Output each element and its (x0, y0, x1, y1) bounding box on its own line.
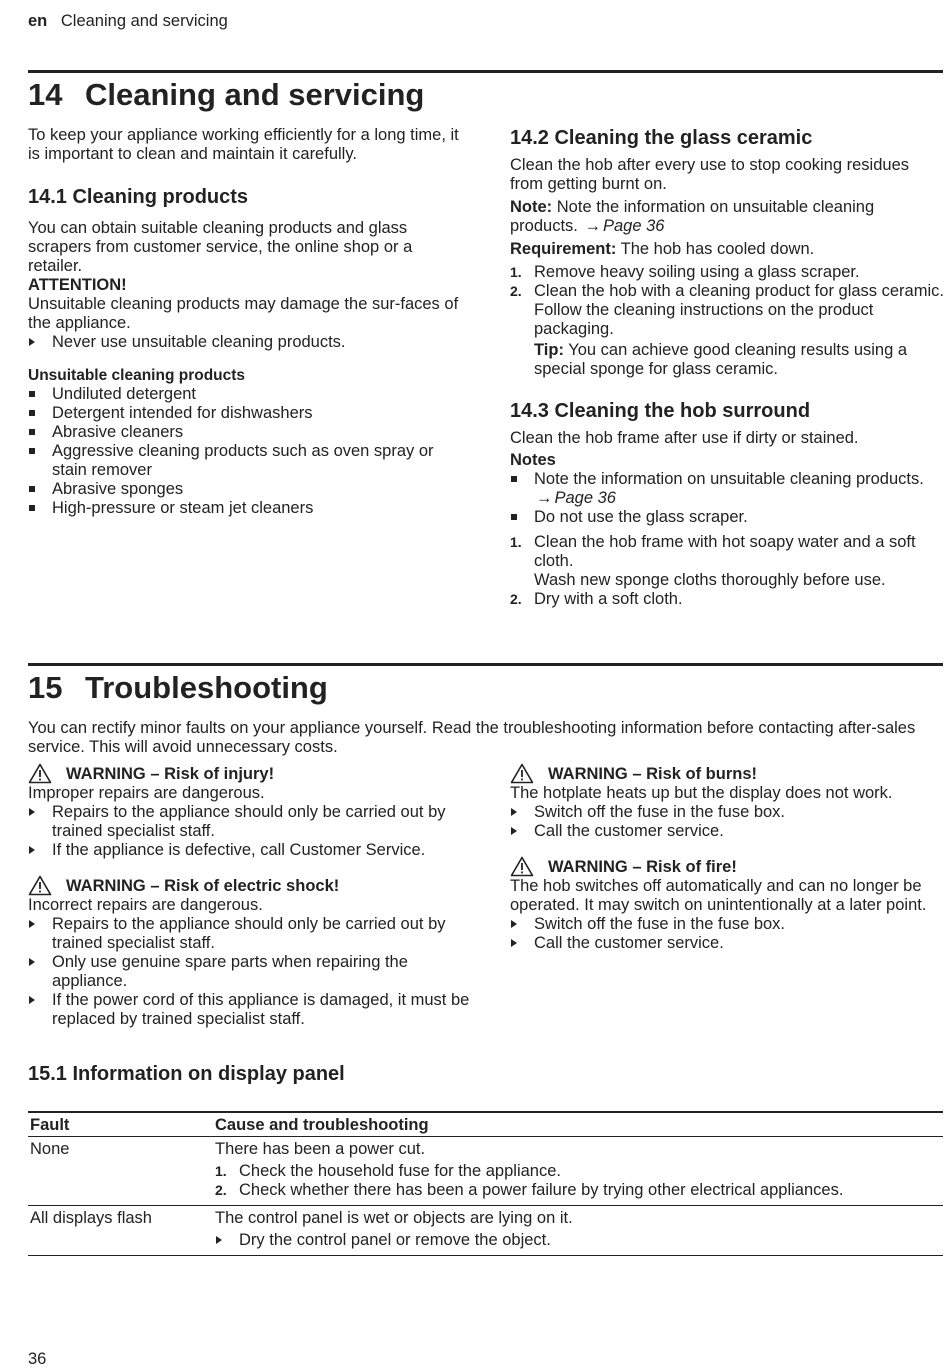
note-text: Note the information on unsuitable cleaning products. (534, 470, 924, 488)
warning-title: WARNING – Risk of electric shock! (66, 877, 340, 895)
list-item: Undiluted detergent (28, 385, 468, 404)
page-ref-arrow-icon: → (536, 489, 553, 507)
warning-burns-heading (510, 765, 945, 784)
list-item (510, 470, 945, 508)
fault-cell: None (28, 1137, 213, 1206)
step-number: 2. (510, 283, 522, 299)
step-subtext: Wash new sponge cloths thoroughly before use. (534, 571, 886, 589)
note-label: Note: (510, 198, 553, 216)
step-item (510, 590, 945, 609)
page-ref-arrow-icon: → (584, 217, 601, 235)
fault-table (28, 1111, 943, 1256)
step-item (510, 282, 945, 379)
warning-actions (510, 915, 945, 953)
action-item: If the appliance is defective, call Customer Service. (28, 841, 473, 860)
warning-triangle-icon (510, 856, 534, 877)
step-text: Check whether there has been a power failure by trying other electrical appliances. (239, 1181, 844, 1199)
step-item (510, 263, 945, 282)
unsuitable-list (28, 385, 468, 518)
tip-paragraph (534, 341, 945, 379)
attention-label: ATTENTION! (28, 276, 127, 294)
action-item: Repairs to the appliance should only be carried out by trained specialist staff. (28, 803, 473, 841)
warning-actions (28, 803, 473, 860)
step-item (215, 1162, 943, 1181)
column-header-fault: Fault (28, 1112, 213, 1137)
action-item: Call the customer service. (510, 822, 945, 841)
list-item: Do not use the glass scraper. (510, 508, 945, 527)
chapter-title: Troubleshooting (85, 670, 328, 705)
language-code: en (28, 12, 48, 30)
page-reference[interactable]: Page 36 (554, 489, 616, 507)
attention-action: Never use unsuitable cleaning products. (28, 333, 468, 352)
warning-text: The hotplate heats up but the display does not work. (510, 784, 893, 802)
section-14-1-heading: 14.1 Cleaning products (28, 186, 249, 208)
note-paragraph (510, 198, 945, 236)
section-14-2-text: Clean the hob after every use to stop cooking residues from getting burnt on. (510, 156, 909, 193)
column-header-cause: Cause and troubleshooting (213, 1112, 943, 1137)
ch15-left-column (28, 765, 473, 1029)
ch14-intro: To keep your appliance working efficiently for a long time, it is important to clean and maintain it carefully. (28, 126, 459, 163)
action-item: Switch off the fuse in the fuse box. (510, 803, 945, 822)
cause-steps (215, 1162, 943, 1200)
cause-text: There has been a power cut. (215, 1140, 426, 1158)
warning-title: WARNING – Risk of burns! (548, 765, 758, 783)
step-text: Dry with a soft cloth. (534, 590, 683, 608)
warning-text: Incorrect repairs are dangerous. (28, 896, 263, 914)
cause-cell (213, 1206, 943, 1256)
section-14-3-heading: 14.3 Cleaning the hob surround (510, 400, 811, 422)
ch14-left-column (28, 126, 468, 518)
step-item (215, 1181, 943, 1200)
steps-14-2 (510, 263, 945, 379)
step-number: 1. (215, 1163, 227, 1179)
unsuitable-heading: Unsuitable cleaning products (28, 367, 246, 384)
step-subtext: Follow the cleaning instructions on the product packaging. (534, 301, 874, 338)
action-item: Repairs to the appliance should only be carried out by trained specialist staff. (28, 915, 473, 953)
action-item: Switch off the fuse in the fuse box. (510, 915, 945, 934)
action-item: If the power cord of this appliance is damaged, it must be replaced by trained specialist staff. (28, 991, 473, 1029)
warning-triangle-icon (28, 875, 52, 896)
step-number: 1. (510, 534, 522, 550)
cause-actions (215, 1231, 943, 1250)
chapter-number: 15 (28, 670, 63, 705)
cause-cell (213, 1137, 943, 1206)
step-text: Clean the hob with a cleaning product for glass ceramic. (534, 282, 944, 300)
page-number: 36 (28, 1350, 47, 1368)
attention-text: Unsuitable cleaning products may damage the sur-faces of the appliance. (28, 295, 459, 332)
tip-text: You can achieve good cleaning results using a special sponge for glass ceramic. (534, 341, 908, 378)
chapter-number: 14 (28, 77, 63, 112)
warning-fire-heading (510, 858, 945, 877)
note-text: Note the information on unsuitable cleaning products. (510, 198, 875, 235)
list-item: Abrasive cleaners (28, 423, 468, 442)
step-text: Remove heavy soiling using a glass scraper. (534, 263, 860, 281)
warning-actions (510, 803, 945, 841)
list-item: Detergent intended for dishwashers (28, 404, 468, 423)
action-item: Dry the control panel or remove the object. (215, 1231, 943, 1250)
action-item: Call the customer service. (510, 934, 945, 953)
section-14-2-heading: 14.2 Cleaning the glass ceramic (510, 127, 813, 149)
list-item: High-pressure or steam jet cleaners (28, 499, 468, 518)
step-number: 2. (215, 1182, 227, 1198)
tip-label: Tip: (534, 341, 564, 359)
table-row (28, 1206, 943, 1256)
chapter-rule (28, 663, 943, 666)
cause-text: The control panel is wet or objects are lying on it. (215, 1209, 573, 1227)
warning-triangle-icon (28, 763, 52, 784)
chapter-title: Cleaning and servicing (85, 77, 425, 112)
section-14-3-text: Clean the hob frame after use if dirty or stained. (510, 429, 859, 447)
step-item (510, 533, 945, 590)
requirement-paragraph (510, 240, 945, 259)
fault-cell: All displays flash (28, 1206, 213, 1256)
section-14-1-text: You can obtain suitable cleaning products and glass scrapers from customer service, the online shop or a retailer. (28, 219, 413, 275)
warning-actions (28, 915, 473, 1029)
chapter-rule (28, 70, 943, 73)
warning-shock-heading (28, 877, 473, 896)
list-item: Aggressive cleaning products such as oven spray or stain remover (28, 442, 468, 480)
ch14-right-column (510, 126, 945, 609)
requirement-label: Requirement: (510, 240, 617, 258)
table-row (28, 1137, 943, 1206)
warning-title: WARNING – Risk of fire! (548, 858, 737, 876)
warning-title: WARNING – Risk of injury! (66, 765, 275, 783)
chapter-14-heading (28, 77, 424, 113)
requirement-text: The hob has cooled down. (620, 240, 815, 258)
running-header (28, 12, 228, 31)
step-text: Check the household fuse for the appliance. (239, 1162, 561, 1180)
section-15-1-heading: 15.1 Information on display panel (28, 1063, 345, 1085)
running-header-title: Cleaning and servicing (60, 12, 228, 30)
chapter-15-heading (28, 670, 328, 706)
steps-14-3 (510, 533, 945, 609)
page-reference[interactable]: Page 36 (602, 217, 665, 235)
warning-text: Improper repairs are dangerous. (28, 784, 265, 802)
list-item: Abrasive sponges (28, 480, 468, 499)
step-text: Clean the hob frame with hot soapy water and a soft cloth. (534, 533, 916, 570)
ch15-intro: You can rectify minor faults on your appliance yourself. Read the troubleshooting information before contacting after-sales service. This will avoid unnecessary costs. (28, 719, 916, 756)
warning-text: The hob switches off automatically and can no longer be operated. It may switch on unintentionally at a later point. (510, 877, 927, 914)
step-number: 2. (510, 591, 522, 607)
action-item: Only use genuine spare parts when repairing the appliance. (28, 953, 473, 991)
notes-list (510, 470, 945, 527)
step-number: 1. (510, 264, 522, 280)
warning-triangle-icon (510, 763, 534, 784)
ch15-right-column (510, 765, 945, 953)
warning-injury-heading (28, 765, 473, 784)
notes-label: Notes (510, 451, 556, 469)
